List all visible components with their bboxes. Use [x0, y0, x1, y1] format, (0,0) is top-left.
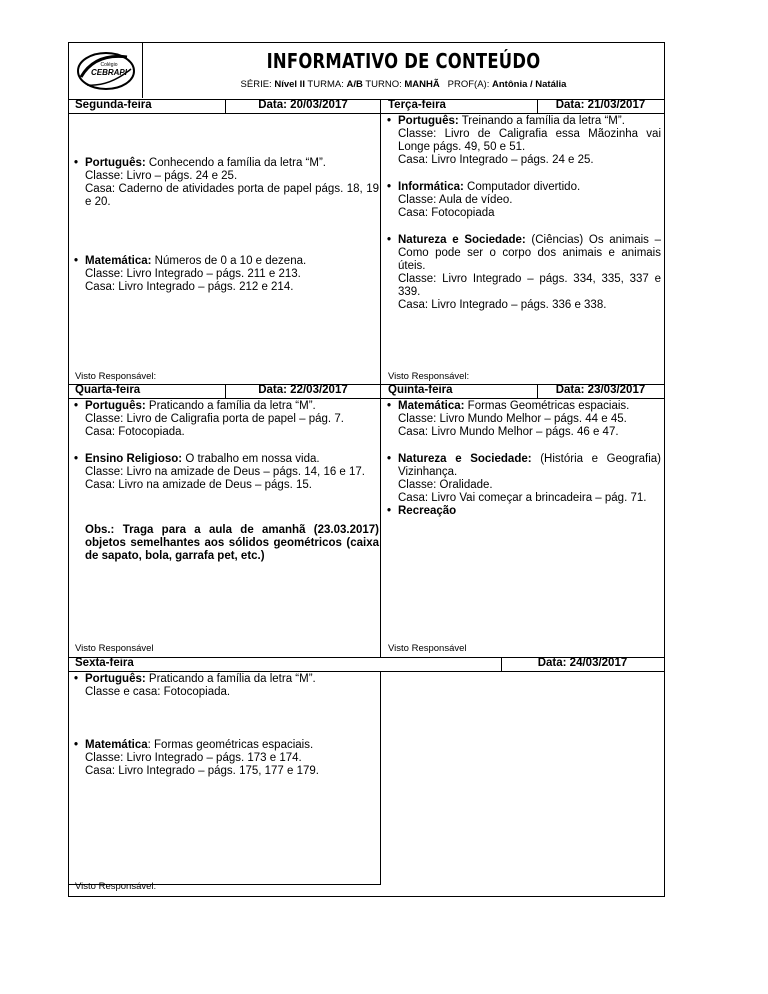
list-item: • Matemática: Formas geométricas espaciais. Classe: Livro Integrado – págs. 173 e 174. Casa: Livro Integrado – págs. 175, 177 e 179. — [74, 739, 319, 777]
friday-header — [69, 657, 664, 672]
list-item: • Ensino Religioso: O trabalho em nossa vida. Classe: Livro na amizade de Deus – págs. 14, 16 e 17. Casa: Livro na amizade de Deus – págs. 15. — [74, 453, 366, 491]
wednesday-signature-label: Visto Responsável — [75, 643, 154, 654]
turno-value: MANHÃ — [404, 79, 440, 90]
turno-label: TURNO: — [365, 79, 402, 90]
thursday-content — [384, 400, 661, 518]
prof-value: Antônia / Natália — [492, 79, 567, 90]
tuesday-date: Data: 21/03/2017 — [555, 99, 646, 111]
wednesday-name: Quarta-feira — [75, 384, 141, 396]
tuesday-name: Terça-feira — [388, 99, 446, 111]
tuesday-header — [382, 99, 664, 114]
turma-value: A/B — [346, 79, 363, 90]
monday-content — [71, 157, 379, 294]
list-item: • Português: Conhecendo a família da letra “M”. Classe: Livro – págs. 24 e 25. Casa: Caderno de atividades porta de papel págs. 18, 19 e 20. — [74, 157, 379, 208]
thursday-header — [382, 384, 664, 399]
list-item: • Natureza e Sociedade: (História e Geografia) Vizinhança. Classe: Oralidade. Casa: Livro Vai começar a brincadeira – pág. 71. — [387, 453, 661, 504]
thursday-date: Data: 23/03/2017 — [555, 384, 646, 396]
list-item: • Português: Praticando a família da letra “M”. Classe e casa: Fotocopiada. — [74, 673, 316, 698]
serie-label: SÉRIE: — [240, 79, 272, 90]
friday-date: Data: 24/03/2017 — [537, 657, 628, 669]
monday-name: Segunda-feira — [75, 99, 152, 111]
class-info — [143, 79, 664, 90]
tuesday-signature-label: Visto Responsável: — [388, 371, 470, 382]
wednesday-date: Data: 22/03/2017 — [258, 384, 348, 396]
school-logo — [69, 43, 143, 98]
svg-text:Colégio: Colégio — [100, 62, 118, 68]
list-item: • Recreação — [387, 505, 457, 517]
content-sheet — [68, 42, 665, 897]
prof-label: PROF(A): — [447, 79, 490, 90]
friday-content — [71, 673, 379, 778]
svg-text:CEBRAPI: CEBRAPI — [90, 68, 128, 77]
monday-date: Data: 20/03/2017 — [258, 99, 348, 111]
observation-note: Obs.: Traga para a aula de amanhã (23.03.2017) objetos semelhantes aos sólidos geométricos (caixa de sapato, bola, garrafa pet, etc.) — [85, 524, 379, 562]
list-item: • Natureza e Sociedade: (Ciências) Os animais – Como pode ser o corpo dos animais e animais úteis. Classe: Livro Integrado – págs. 334, 335, 337 e 339. Casa: Livro Integrado – págs. 336 e 338. — [387, 234, 661, 311]
turma-label: TURMA: — [307, 79, 344, 90]
list-item: • Matemática: Números de 0 a 10 e dezena. Classe: Livro Integrado – págs. 211 e 213. Casa: Livro Integrado – págs. 212 e 214. — [74, 255, 307, 293]
wednesday-content — [71, 400, 379, 563]
list-item: • Matemática: Formas Geométricas espaciais. Classe: Livro Mundo Melhor – págs. 44 e 45. Casa: Livro Mundo Melhor – págs. 46 e 47. — [387, 400, 630, 438]
list-item: • Português: Praticando a família da letra “M”. Classe: Livro de Caligrafia porta de papel – pág. 7. Casa: Fotocopiada. — [74, 400, 344, 438]
document-title: INFORMATIVO DE CONTEÚDO — [266, 49, 541, 73]
tuesday-content — [384, 115, 661, 312]
serie-value: Nível II — [274, 79, 305, 90]
thursday-signature-label: Visto Responsável — [388, 643, 467, 654]
list-item: • Português: Treinando a família da letra “M”. Classe: Livro de Caligrafia essa Mãozinha vai Longe págs. 49, 50 e 51. Casa: Livro Integrado – págs. 24 e 25. — [387, 115, 661, 166]
friday-name: Sexta-feira — [75, 657, 134, 669]
document-header — [69, 43, 664, 100]
thursday-name: Quinta-feira — [388, 384, 453, 396]
monday-signature-label: Visto Responsável: — [75, 371, 157, 382]
friday-signature-label: Visto Responsável: — [75, 881, 157, 892]
list-item: • Informática: Computador divertido. Classe: Aula de vídeo. Casa: Fotocopiada — [387, 181, 581, 219]
